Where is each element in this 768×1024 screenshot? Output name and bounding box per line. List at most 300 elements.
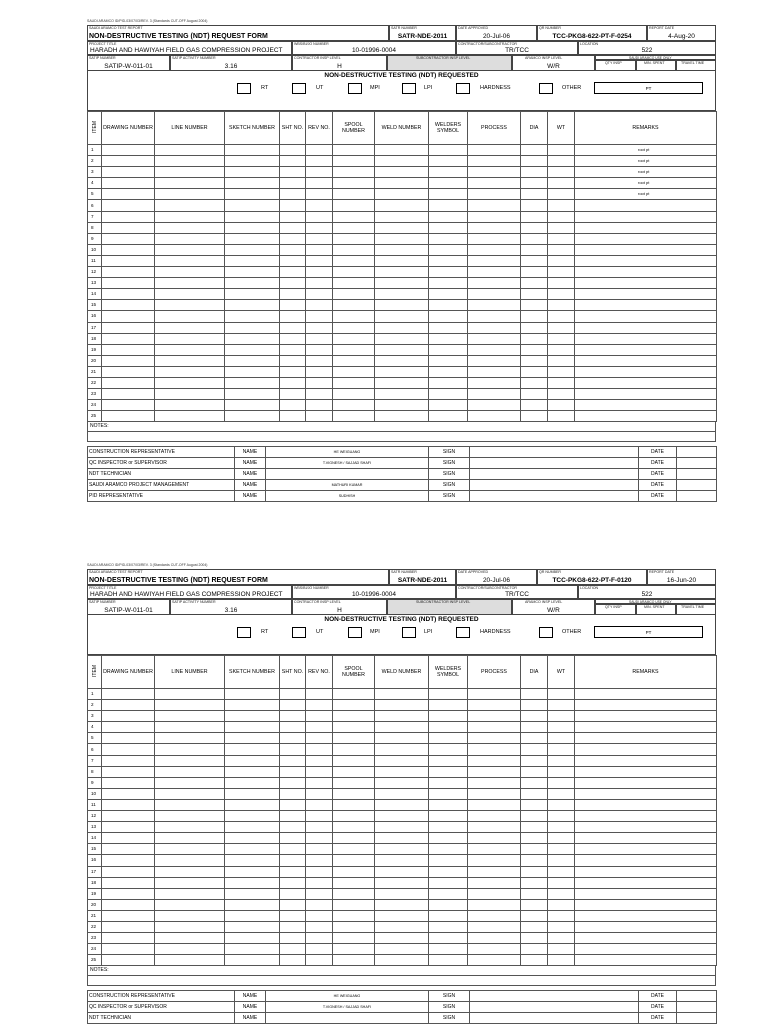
table-cell[interactable] [280,255,306,266]
table-cell[interactable] [429,200,468,211]
table-cell[interactable] [521,255,548,266]
table-cell[interactable] [375,733,429,744]
table-cell[interactable] [280,733,306,744]
table-cell[interactable] [225,411,280,422]
table-cell[interactable] [468,222,521,233]
table-cell[interactable] [306,156,333,167]
table-cell[interactable] [225,955,280,966]
table-cell[interactable] [521,888,548,899]
table-cell[interactable] [375,877,429,888]
table-cell[interactable] [521,777,548,788]
table-cell[interactable] [280,411,306,422]
table-cell[interactable] [548,289,575,300]
table-cell[interactable] [548,888,575,899]
table-cell[interactable] [225,400,280,411]
date-field[interactable] [677,1002,717,1013]
table-cell[interactable] [280,233,306,244]
table-cell[interactable] [429,255,468,266]
remarks-cell[interactable] [575,377,717,388]
table-cell[interactable] [521,899,548,910]
table-cell[interactable] [521,278,548,289]
table-cell[interactable] [102,811,155,822]
other-checkbox[interactable] [539,627,553,638]
table-cell[interactable] [521,910,548,921]
date-field[interactable] [677,491,717,502]
table-cell[interactable] [429,866,468,877]
table-cell[interactable] [333,899,375,910]
table-cell[interactable] [429,733,468,744]
table-cell[interactable] [521,211,548,222]
date-field[interactable] [677,469,717,480]
notes-field[interactable]: NOTES: [87,966,716,976]
date-field[interactable] [677,458,717,469]
table-cell[interactable] [225,888,280,899]
table-cell[interactable] [468,877,521,888]
table-cell[interactable] [548,811,575,822]
table-cell[interactable] [280,866,306,877]
table-cell[interactable] [375,178,429,189]
table-cell[interactable] [548,822,575,833]
table-cell[interactable] [429,167,468,178]
table-cell[interactable] [468,910,521,921]
table-cell[interactable] [306,877,333,888]
table-cell[interactable] [521,289,548,300]
table-cell[interactable] [155,866,225,877]
remarks-cell[interactable] [575,344,717,355]
table-cell[interactable] [102,733,155,744]
table-cell[interactable] [548,921,575,932]
remarks-cell[interactable] [575,267,717,278]
table-cell[interactable] [225,711,280,722]
table-cell[interactable] [280,799,306,810]
table-cell[interactable] [521,766,548,777]
remarks-cell[interactable] [575,355,717,366]
table-cell[interactable] [155,211,225,222]
remarks-cell[interactable] [575,899,717,910]
table-cell[interactable] [155,888,225,899]
table-cell[interactable] [375,689,429,700]
table-cell[interactable] [333,700,375,711]
table-cell[interactable] [102,322,155,333]
table-cell[interactable] [429,933,468,944]
table-cell[interactable] [225,833,280,844]
table-cell[interactable] [306,311,333,322]
signature-field[interactable] [470,447,639,458]
table-cell[interactable] [280,400,306,411]
table-cell[interactable] [468,755,521,766]
table-cell[interactable] [521,799,548,810]
table-cell[interactable] [306,866,333,877]
table-cell[interactable] [102,955,155,966]
table-cell[interactable] [102,744,155,755]
table-cell[interactable] [333,233,375,244]
table-cell[interactable] [548,755,575,766]
table-cell[interactable] [280,777,306,788]
remarks-cell[interactable]: root pt [575,156,717,167]
table-cell[interactable] [468,344,521,355]
table-cell[interactable] [333,733,375,744]
table-cell[interactable] [280,366,306,377]
table-cell[interactable] [468,777,521,788]
table-cell[interactable] [155,855,225,866]
table-cell[interactable] [548,333,575,344]
table-cell[interactable] [102,289,155,300]
table-cell[interactable] [225,799,280,810]
remarks-cell[interactable] [575,766,717,777]
table-cell[interactable] [333,811,375,822]
table-cell[interactable] [429,689,468,700]
table-cell[interactable] [521,855,548,866]
table-cell[interactable] [306,788,333,799]
remarks-cell[interactable] [575,389,717,400]
table-cell[interactable] [521,333,548,344]
table-cell[interactable] [102,244,155,255]
table-cell[interactable] [429,300,468,311]
table-cell[interactable] [375,811,429,822]
table-cell[interactable] [548,200,575,211]
remarks-cell[interactable] [575,744,717,755]
table-cell[interactable] [280,822,306,833]
table-cell[interactable] [375,244,429,255]
table-cell[interactable] [333,355,375,366]
table-cell[interactable] [155,400,225,411]
table-cell[interactable] [225,300,280,311]
table-cell[interactable] [102,877,155,888]
signature-field[interactable] [470,991,639,1002]
table-cell[interactable] [468,233,521,244]
table-cell[interactable] [225,844,280,855]
table-cell[interactable] [548,799,575,810]
table-cell[interactable] [429,722,468,733]
remarks-cell[interactable] [575,955,717,966]
table-cell[interactable] [306,255,333,266]
table-cell[interactable] [548,145,575,156]
table-cell[interactable] [521,711,548,722]
signatory-name[interactable]: HE WEIGUANG [266,447,429,458]
table-cell[interactable] [225,211,280,222]
remarks-cell[interactable] [575,933,717,944]
table-cell[interactable] [333,300,375,311]
table-cell[interactable] [521,189,548,200]
table-cell[interactable] [225,244,280,255]
table-cell[interactable] [375,411,429,422]
table-cell[interactable] [333,833,375,844]
remarks-cell[interactable] [575,755,717,766]
table-cell[interactable] [280,700,306,711]
signature-field[interactable] [470,469,639,480]
table-cell[interactable] [521,311,548,322]
table-cell[interactable] [333,200,375,211]
table-cell[interactable] [468,200,521,211]
table-cell[interactable] [375,822,429,833]
table-cell[interactable] [280,944,306,955]
remarks-cell[interactable] [575,289,717,300]
table-cell[interactable] [306,955,333,966]
table-cell[interactable] [155,722,225,733]
table-cell[interactable] [548,955,575,966]
other-checkbox[interactable] [539,83,553,94]
table-cell[interactable] [429,788,468,799]
table-cell[interactable] [333,910,375,921]
table-cell[interactable] [225,899,280,910]
table-cell[interactable] [468,944,521,955]
table-cell[interactable] [548,844,575,855]
table-cell[interactable] [333,244,375,255]
table-cell[interactable] [155,267,225,278]
table-cell[interactable] [280,377,306,388]
table-cell[interactable] [429,233,468,244]
date-field[interactable] [677,991,717,1002]
table-cell[interactable] [521,955,548,966]
table-cell[interactable] [102,799,155,810]
table-cell[interactable] [521,700,548,711]
table-cell[interactable] [468,244,521,255]
table-cell[interactable] [333,921,375,932]
table-cell[interactable] [306,910,333,921]
table-cell[interactable] [468,955,521,966]
table-cell[interactable] [468,411,521,422]
table-cell[interactable] [155,366,225,377]
table-cell[interactable] [155,933,225,944]
table-cell[interactable] [225,689,280,700]
table-cell[interactable] [225,289,280,300]
table-cell[interactable] [468,178,521,189]
table-cell[interactable] [375,344,429,355]
table-cell[interactable] [333,389,375,400]
table-cell[interactable] [429,377,468,388]
table-cell[interactable] [306,244,333,255]
date-field[interactable] [677,480,717,491]
signature-field[interactable] [470,491,639,502]
table-cell[interactable] [306,178,333,189]
table-cell[interactable] [429,888,468,899]
table-cell[interactable] [375,278,429,289]
table-cell[interactable] [155,222,225,233]
remarks-cell[interactable] [575,788,717,799]
table-cell[interactable] [306,733,333,744]
table-cell[interactable] [155,833,225,844]
table-cell[interactable] [102,933,155,944]
table-cell[interactable] [102,355,155,366]
table-cell[interactable] [155,178,225,189]
mpi-checkbox[interactable] [348,83,362,94]
table-cell[interactable] [102,255,155,266]
remarks-cell[interactable] [575,844,717,855]
table-cell[interactable] [102,866,155,877]
table-cell[interactable] [521,921,548,932]
table-cell[interactable] [375,711,429,722]
table-cell[interactable] [429,189,468,200]
table-cell[interactable] [375,222,429,233]
table-cell[interactable] [521,877,548,888]
table-cell[interactable] [548,244,575,255]
table-cell[interactable] [280,344,306,355]
table-cell[interactable] [548,722,575,733]
remarks-cell[interactable]: root pt [575,145,717,156]
table-cell[interactable] [375,788,429,799]
table-cell[interactable] [333,866,375,877]
table-cell[interactable] [429,910,468,921]
table-cell[interactable] [225,377,280,388]
table-cell[interactable] [521,322,548,333]
table-cell[interactable] [306,755,333,766]
table-cell[interactable] [280,877,306,888]
table-cell[interactable] [548,311,575,322]
table-cell[interactable] [375,211,429,222]
table-cell[interactable] [468,311,521,322]
table-cell[interactable] [102,400,155,411]
table-cell[interactable] [375,145,429,156]
table-cell[interactable] [548,944,575,955]
table-cell[interactable] [280,156,306,167]
table-cell[interactable] [280,711,306,722]
table-cell[interactable] [280,200,306,211]
table-cell[interactable] [375,366,429,377]
table-cell[interactable] [521,844,548,855]
remarks-cell[interactable] [575,855,717,866]
table-cell[interactable] [468,888,521,899]
table-cell[interactable] [333,844,375,855]
table-cell[interactable] [548,866,575,877]
table-cell[interactable] [280,267,306,278]
table-cell[interactable] [548,833,575,844]
table-cell[interactable] [155,255,225,266]
table-cell[interactable] [306,711,333,722]
table-cell[interactable] [333,411,375,422]
other-field[interactable]: PT [594,82,703,94]
table-cell[interactable] [102,178,155,189]
table-cell[interactable] [155,411,225,422]
table-cell[interactable] [548,344,575,355]
table-cell[interactable] [225,933,280,944]
table-cell[interactable] [429,777,468,788]
table-cell[interactable] [429,389,468,400]
table-cell[interactable] [280,755,306,766]
table-cell[interactable] [521,833,548,844]
table-cell[interactable] [333,755,375,766]
signatory-name[interactable]: MATHURI KUMAR [266,480,429,491]
table-cell[interactable] [468,799,521,810]
table-cell[interactable] [306,189,333,200]
table-cell[interactable] [468,211,521,222]
table-cell[interactable] [333,877,375,888]
table-cell[interactable] [306,944,333,955]
signature-field[interactable] [470,1013,639,1024]
table-cell[interactable] [375,333,429,344]
table-cell[interactable] [155,910,225,921]
table-cell[interactable] [225,189,280,200]
table-cell[interactable] [306,300,333,311]
table-cell[interactable] [548,178,575,189]
table-cell[interactable] [333,366,375,377]
table-cell[interactable] [225,255,280,266]
remarks-cell[interactable] [575,877,717,888]
table-cell[interactable] [333,822,375,833]
table-cell[interactable] [306,145,333,156]
table-cell[interactable] [375,888,429,899]
table-cell[interactable] [521,811,548,822]
table-cell[interactable] [155,755,225,766]
table-cell[interactable] [521,366,548,377]
table-cell[interactable] [375,777,429,788]
table-cell[interactable] [333,955,375,966]
table-cell[interactable] [468,833,521,844]
table-cell[interactable] [155,244,225,255]
remarks-cell[interactable] [575,366,717,377]
table-cell[interactable] [102,156,155,167]
table-cell[interactable] [306,167,333,178]
table-cell[interactable] [375,722,429,733]
table-cell[interactable] [306,822,333,833]
table-cell[interactable] [155,156,225,167]
remarks-cell[interactable] [575,777,717,788]
table-cell[interactable] [375,311,429,322]
remarks-cell[interactable] [575,300,717,311]
table-cell[interactable] [225,322,280,333]
table-cell[interactable] [155,844,225,855]
remarks-cell[interactable] [575,278,717,289]
table-cell[interactable] [375,855,429,866]
table-cell[interactable] [521,755,548,766]
table-cell[interactable] [306,233,333,244]
table-cell[interactable] [280,833,306,844]
remarks-cell[interactable]: root pt [575,189,717,200]
table-cell[interactable] [375,389,429,400]
table-cell[interactable] [468,700,521,711]
remarks-cell[interactable] [575,888,717,899]
table-cell[interactable] [375,300,429,311]
table-cell[interactable] [306,355,333,366]
table-cell[interactable] [333,278,375,289]
table-cell[interactable] [306,222,333,233]
table-cell[interactable] [225,766,280,777]
table-cell[interactable] [429,355,468,366]
remarks-cell[interactable] [575,322,717,333]
table-cell[interactable] [225,733,280,744]
remarks-cell[interactable]: root pt [575,178,717,189]
table-cell[interactable] [155,322,225,333]
table-cell[interactable] [375,921,429,932]
table-cell[interactable] [102,910,155,921]
table-cell[interactable] [102,211,155,222]
table-cell[interactable] [306,267,333,278]
table-cell[interactable] [548,910,575,921]
table-cell[interactable] [548,189,575,200]
table-cell[interactable] [468,300,521,311]
remarks-cell[interactable] [575,244,717,255]
table-cell[interactable] [375,833,429,844]
table-cell[interactable] [280,899,306,910]
table-cell[interactable] [548,733,575,744]
remarks-cell[interactable] [575,833,717,844]
table-cell[interactable] [375,844,429,855]
table-cell[interactable] [429,178,468,189]
table-cell[interactable] [225,722,280,733]
remarks-cell[interactable] [575,910,717,921]
ut-checkbox[interactable] [292,627,306,638]
table-cell[interactable] [102,766,155,777]
signatory-name[interactable]: SUDHISH [266,491,429,502]
table-cell[interactable] [306,344,333,355]
table-cell[interactable] [375,944,429,955]
rt-checkbox[interactable] [237,83,251,94]
table-cell[interactable] [306,888,333,899]
table-cell[interactable] [375,933,429,944]
remarks-cell[interactable] [575,921,717,932]
table-cell[interactable] [521,822,548,833]
table-cell[interactable] [225,822,280,833]
table-cell[interactable] [521,244,548,255]
